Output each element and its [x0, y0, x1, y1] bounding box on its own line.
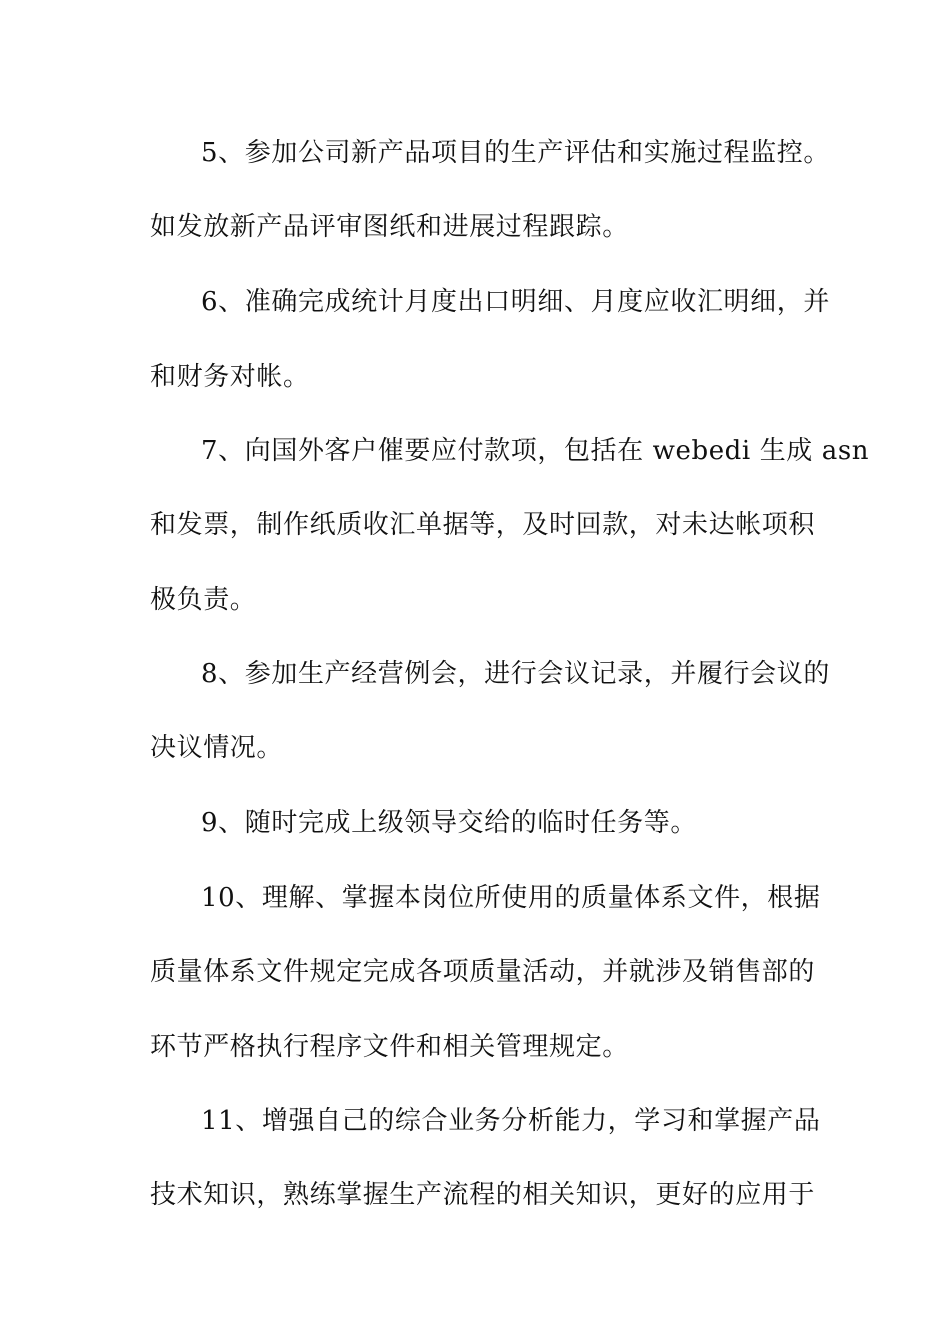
- paragraph-10-line-1: 10、理解、掌握本岗位所使用的质量体系文件，根据: [201, 883, 821, 913]
- paragraph-7-line-1: 7、向国外客户催要应付款项，包括在 webedi 生成 asn: [201, 436, 870, 466]
- paragraph-11-line-1: 11、增强自己的综合业务分析能力，学习和掌握产品: [201, 1106, 821, 1136]
- paragraph-8-line-1: 8、参加生产经营例会，进行会议记录，并履行会议的: [201, 659, 830, 689]
- paragraph-7-line-3: 极负责。: [150, 585, 257, 615]
- paragraph-11-line-2: 技术知识，熟练掌握生产流程的相关知识，更好的应用于: [150, 1180, 816, 1210]
- paragraph-6-line-1: 6、准确完成统计月度出口明细、月度应收汇明细，并: [201, 287, 830, 317]
- paragraph-7-line-2: 和发票，制作纸质收汇单据等，及时回款，对未达帐项积: [150, 510, 816, 540]
- paragraph-5-line-2: 如发放新产品评审图纸和进展过程跟踪。: [150, 212, 629, 242]
- paragraph-10-line-2: 质量体系文件规定完成各项质量活动，并就涉及销售部的: [150, 957, 816, 987]
- paragraph-10-line-3: 环节严格执行程序文件和相关管理规定。: [150, 1032, 629, 1062]
- paragraph-8-line-2: 决议情况。: [150, 733, 284, 763]
- paragraph-9-line-1: 9、随时完成上级领导交给的临时任务等。: [201, 808, 697, 838]
- paragraph-5-line-1: 5、参加公司新产品项目的生产评估和实施过程监控。: [201, 138, 830, 168]
- paragraph-6-line-2: 和财务对帐。: [150, 362, 310, 392]
